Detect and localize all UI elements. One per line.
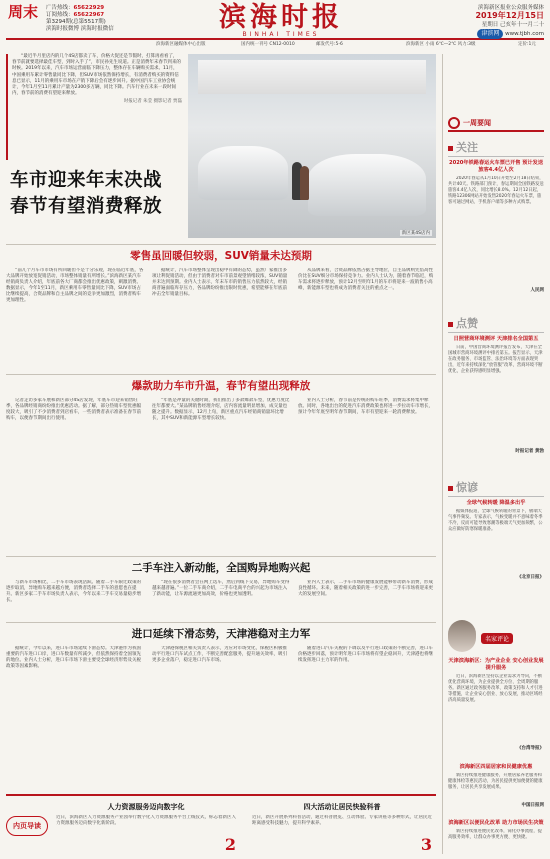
publication-info-bar <box>6 41 544 49</box>
side-headline: 天津滨海新区：为产业企业 安心创业发展提升服务 <box>448 658 544 671</box>
square-bullet-icon <box>448 322 453 327</box>
guide-tag: 内页导读 <box>6 816 48 836</box>
photo-caption: 新区某4S店内 <box>401 231 430 236</box>
main-headline: 车市迎来年末决战 春节有望消费释放 <box>10 170 163 217</box>
article-photo <box>188 54 436 238</box>
side-section-health <box>448 764 544 816</box>
postal-code: 邮发代号:5-6 <box>316 42 343 47</box>
side-body: 据媒体报道，全球气候转暖的背景下，极端天气事件频发。专家表示，气候变暖并不意味着冬季不冷，反而可能导致寒潮等极端天气更加频繁，公众应做好防寒保暖准备。 <box>448 509 543 532</box>
side-headline: 全球气候转暖 降温多出乎 <box>466 500 526 506</box>
weather: 滨海新区 小雨 6℃—2℃ 风力:3级 <box>406 42 476 47</box>
guide-page-number: 2 <box>224 835 236 854</box>
side-section-praise: 点赞 日照营商环境测评 天津排名全国第五 日前，中国营商环境测评报告发布，天津在全国城市营商环境测评中排名第五。报告显示，天津在政务服务、市场监管、法治环境等方面表现突出，近年来持续深化“放管服”改革，营商环境不断优化，企业获得感明显增强。 时报记者 黄勃 <box>448 317 544 454</box>
tagline: 滨海新区报业公众服务媒体 <box>477 5 544 11</box>
section-column: 从品牌来看，合资品牌依然占据主导地位，自主品牌则凭借高性价比在SUV细分市场保持竞争力。业内人士认为，随着春节临近，购车需求将逐步释放，预计12月至明年1月的车市将迎来一波销售小高峰，新能源车型也将成为消费者关注的重点之一。 <box>298 268 434 292</box>
newspaper-brand: 滨海时报 <box>219 2 343 33</box>
weibo-label: 滨海时报微博 <box>46 26 80 32</box>
side-headline: 滨海新区四届居家和民健康优惠 <box>459 764 533 770</box>
side-headline: 日照营商环境测评 天津排名全国第五 <box>453 336 539 342</box>
car-image <box>198 146 288 200</box>
newspaper-brand-en: BINHAI TIMES <box>242 31 320 38</box>
side-body: 近日，滨海新区坚持以企业需求为导向，不断优化营商环境，为企业提供全方位、全周期的服务。新区通过政务服务改革、政策支持和人才引进等措施，让企业安心创业、放心发展，推动区域经济高质量发展。 <box>448 674 543 703</box>
car-image <box>308 154 426 216</box>
guide-item-desc: 近日，滨海新区人力资源服务产业园举行数字化人力资源服务平台上线仪式，标志着新区人力资源服务迈向数字化新阶段。 <box>56 815 236 826</box>
ad-hotline: 65622929 <box>73 5 105 11</box>
side-body: 2020年春运从1月10日开始至2月18日结束，共计40天。铁路部门预计，春运期间全国铁路发送旅客4.4亿人次，同比增长8.0%。12月12日起，铁路12306网站开始发售2020年春运火车票，旅客可通过网站、手机客户端等多种方式购票。 <box>448 176 544 205</box>
hotline-block: 广告热线：65622929 订阅热线：65622967 第3294期(总第5517期) 滨海时报微博 滨海时报微信 <box>46 5 114 32</box>
side-section-focus: 关注 2020年铁路春运火车票已开售 预计发送旅客4.4亿人次 2020年春运从1月10日开始至2月18日结束，共计40天。铁路部门预计，春运期间全国铁路发送旅客4.4亿人次，同比增长8.0%。12月12日起，铁路12306网站开始发售2020年春运火车票，旅客可通过网站、手机客户端等多种方式购票。 人民网 <box>448 141 544 293</box>
publisher: 滨海新区融媒体中心出版 <box>156 42 206 47</box>
weekday: 星期日 <box>481 22 499 28</box>
ring-icon <box>448 117 460 129</box>
section-column: “年底是冲量的关键时期，我们推出了多款爆款车型，优惠力度比往年都要大。”某品牌销售经理介绍，店内客流量明显增加，成交量也随之提升。数据显示，12月上旬，新区重点汽车经销商销量环比增长，其中SUV和新能源车型增长较快。 <box>152 398 290 422</box>
lunar-date: 己亥年十一月二十 <box>499 22 544 28</box>
section-column: 记者走访多家车展和新区部分4S店发现，年底车市迎来销售旺季，各品牌经销商纷纷推出优惠活动。据了解，部分热销车型优惠幅度较大，吸引了不少消费者到店看车，一些消费者表示准备在春节前购车，以便春节期间出行使用。 <box>6 398 141 422</box>
columnist-avatar <box>448 620 476 652</box>
side-section-reform <box>448 820 544 852</box>
person-figure <box>300 166 309 200</box>
weekly-news-header: 一周要闻 <box>448 114 544 132</box>
section-title: 进口延续下滑态势，天津港稳对主力军 <box>131 628 311 640</box>
section-column: 据统计，今年以来，进口车市场延续下滑态势。天津港作为我国重要的汽车进口口岸，进口车数量有所减少，但依然保持着全国领先的地位。业内人士分析，进口车市场下滑主要受全球经济形势及关税政策等因素影响。 <box>6 646 141 670</box>
section-column: “前几个月车市市场有所回暖但不是十分乐观，现在临近年底，各大品牌开始放宽促销活动，市场整体销量有所增长。”滨海新区某汽车经销商负责人介绍，年底前各大厂商都会推出优惠政策，刺激消费。数据显示，今年1至11月，新区乘用车零售量同比下降，SUV市场占比继续提高，合资品牌和自主品牌之间的竞争更加激烈，消费者购车更加理性。 <box>6 268 144 304</box>
subscribe-hotline: 65622967 <box>73 12 105 18</box>
tianjin-badge[interactable]: 津滨网 <box>477 29 503 39</box>
inner-page-guide <box>6 794 436 856</box>
section-column: 据统计，汽车市场整体呈现出稳中有降的态势，虽然厂家推出多项让利促销活动，但由于消费者对车市前景观望情绪较浓，SUV销量并未达到预期。业内人士表示，年末车市的销售压力依然较大，经销商普遍面临库存压力，各品牌纷纷推出限时优惠，希望能够在年底前冲击全年销量目标。 <box>152 268 288 298</box>
side-body: 日前，中国营商环境测评报告发布，天津在全国城市营商环境测评中排名第五。报告显示，天津在政务服务、市场监管、法治环境等方面表现突出，近年来持续深化“放管服”改革，营商环境不断优化，企业获得感明显增强。 <box>448 345 543 374</box>
guide-page-number: 3 <box>420 835 432 854</box>
cn-number: 国内统一刊号 CN12-0010 <box>241 42 295 47</box>
article-credit: 时报记者 朱莹 摄影记者 贾磊 <box>123 99 182 105</box>
guide-item-title: 人力资源服务迈向数字化 <box>107 803 185 811</box>
section-title: 零售虽回暖但较弱，SUV销量未达预期 <box>130 250 312 262</box>
section-column: 天津港保税区相关负责人表示，为应对市场变化，保税区积极推动平行进口汽车试点工作，不断完善配套服务，提升通关效率，吸引更多企业落户，稳定进口汽车市场。 <box>152 646 287 664</box>
guide-item-title: 四大活动让居民快验科普 <box>303 803 381 811</box>
section-column: 业内人士分析，春节前是传统的购车旺季，消费需求将集中释放。同时，各地出台的促进汽车消费政策也将进一步拉动车市增长，预计今年年底至明年春节期间，车市有望迎来一轮消费释放。 <box>298 398 433 416</box>
wechat-label: 滨海时报微信 <box>80 26 114 32</box>
square-bullet-icon <box>448 486 453 491</box>
side-headline: 滨海新区以便民化改革 助力市场民生决策 <box>448 820 544 826</box>
price: 定价:1元 <box>518 42 536 47</box>
guide-item[interactable] <box>56 802 236 854</box>
issue-number: 第3294期(总第5517期) <box>46 19 106 25</box>
section-title: 二手车注入新动能，全国购异地购兴起 <box>131 562 311 574</box>
section-title: 爆款助力车市升温，春节有望出现释放 <box>131 380 311 392</box>
side-source: 《台湾导报》 <box>517 746 544 751</box>
news-sidebar <box>442 54 544 854</box>
article-intro: “最近半月里店内的几个4S店都卖了车，价格大促还是节假时，打算再看看了，春节前就要选择最佳车型，到时入手了”，市民孙先生说道。正是消费年末春节到来的时候。2019年以来，汽车市场运营面临下降压力，整体存在车辆购买需求。11月，中国乘用车累计零售量同比下降，但SUV市场依然保持增长，有消费者购买的资料信息已显示，11月的乘用车市场在产销下降后会有逐步回升。据中国汽车工业协会统计，今年1月至11月累计产量为2300多万辆，同比下降。汽车行业在未来一段时间内，春节前的消费有望迎来释放。 时报记者 朱莹 摄影记者 贾磊 <box>6 54 182 160</box>
commentary-badge: 名家评论 <box>481 633 513 644</box>
side-section-surprise: 惊谚 全球气候转暖 降温多出乎 据媒体报道，全球气候转暖的背景下，极端天气事件频发。专家表示，气候变暖并不意味着冬季不冷，反而可能导致寒潮等极端天气更加频繁，公众应做好防寒保暖准备。 《北京日报》 <box>448 481 544 580</box>
issue-date: 2019年12月15日 <box>475 11 544 20</box>
side-source: 时报记者 黄勃 <box>515 449 544 454</box>
side-source: 人民网 <box>530 288 544 293</box>
section-column: 与新车市场相比，二手车市场表现活跃。随着二手车限迁政策的逐步取消，异地购车越来越方便，消费者选择二手车的意愿也在提升。新区多家二手车市场负责人表示，今年以来二手车交易量稳步增长。 <box>6 580 141 604</box>
side-source: 中国日报网 <box>521 803 544 808</box>
section-column: 业内人士表示，二手车市场的健康发展能够带动新车消费，形成良性循环。未来，随着相关政策的进一步完善，二手车市场将迎来更大的发展空间。 <box>298 580 433 598</box>
site-url[interactable]: www.tjbh.com <box>505 31 544 37</box>
section-column: 随着进口汽车关税的下调以及平行进口政策的不断完善，进口车价格逐步回落，预计明年进口车市场将有望企稳回升，天津港也将继续发挥进口主力军的作用。 <box>298 646 433 664</box>
main-article <box>6 54 436 854</box>
side-body: 新区持续推进便民化改革，简化办事流程，提高服务效率，让群众办事更方便、更快捷。 <box>448 829 542 840</box>
side-section-commentary <box>448 658 544 758</box>
guide-item[interactable] <box>252 802 432 854</box>
side-headline: 2020年铁路春运火车票已开售 预计发送旅客4.4亿人次 <box>448 160 544 173</box>
guide-item-desc: 近日，新区开展系列科普活动，通过科普展览、互动体验、专家讲座等多种形式，让居民近距离感受科技魅力，提升科学素养。 <box>252 815 432 826</box>
section-column: “现在很多消费者会在网上选车，然后到线下交易，异地购车变得越来越普遍。”一位二手车商介绍，二手车电商平台的兴起为市场注入了新动能，让车源流通更加高效，价格也更加透明。 <box>152 580 290 598</box>
weekend-stamp: 周末 <box>7 3 38 21</box>
date-block <box>404 4 544 39</box>
side-source: 《北京日报》 <box>517 575 544 580</box>
square-bullet-icon <box>448 146 453 151</box>
side-body: 新区持续推进健康服务，开展居家养老服务和健康体检等惠民活动，为居民提供更加便捷的健康服务，让居民共享发展成果。 <box>448 773 543 790</box>
masthead <box>6 4 544 40</box>
